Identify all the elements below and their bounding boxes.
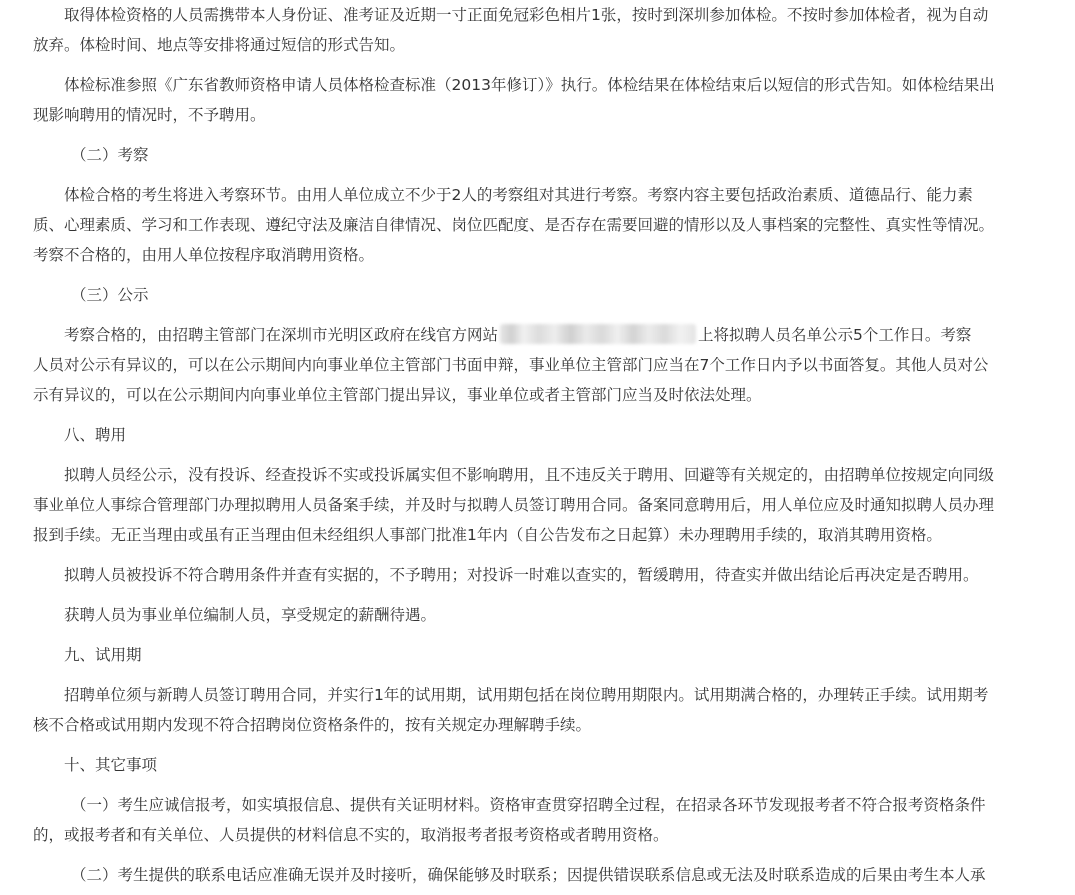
paragraph-other-integrity: （一）考生应诚信报考，如实填报信息、提供有关证明材料。资格审查贯穿招聘全过程，在招录各环节发现报考者不符合报考资格条件 的，或报考者和有关单位、人员提供的材料信息不实的，取消报考者报考资格或者聘用资格。: [33, 796, 986, 844]
publicity-text-rest: 上将拟聘人员名单公示5个工作日。考察 人员对公示有异议的，可以在公示期间内向事业单位主管部门书面申辩，事业单位主管部门应当在7个工作日内予以书面答复。其他人员对公 示有异议的，可以在公示期间内向事业单位主管部门提出异议，事业单位或者主管部门应当及时依法处理。: [33, 326, 989, 404]
publicity-text-start: 考察合格的，由招聘主管部门在深圳市光明区政府在线官方网站: [64, 326, 499, 344]
paragraph-other-contact: （二）考生提供的联系电话应准确无误并及时接听，确保能够及时联系；因提供错误联系信息或无法及时联系造成的后果由考生本人承: [71, 866, 986, 884]
heading-employment: 八、聘用: [64, 426, 127, 444]
heading-investigation: （二）考察: [71, 146, 149, 164]
redacted-website-link: [500, 324, 696, 344]
paragraph-employment-procedure: 拟聘人员经公示，没有投诉、经查投诉不实或投诉属实但不影响聘用，且不违反关于聘用、回避等有关规定的，由招聘单位按规定向同级 事业单位人事综合管理部门办理拟聘用人员备案手续，并及时与拟聘人员签订聘用合同。备案同意聘用后，用人单位应及时通知拟聘人员办理 报到手续。无正当理由或虽有正当理由但未经组织人事部门批准1年内（自公告发布之日起算）未办理聘用手续的，取消其聘用资格。: [33, 466, 995, 544]
paragraph-probation: 招聘单位须与新聘人员签订聘用合同，并实行1年的试用期，试用期包括在岗位聘用期限内。试用期满合格的，办理转正手续。试用期考 核不合格或试用期内发现不符合招聘岗位资格条件的，按有关规定办理解聘手续。: [33, 686, 989, 734]
paragraph-physical-exam-standard: 体检标准参照《广东省教师资格申请人员体格检查标准（2013年修订）》执行。体检结果在体检结束后以短信的形式告知。如体检结果出 现影响聘用的情况时，不予聘用。: [33, 76, 995, 124]
paragraph-employment-complaints: 拟聘人员被投诉不符合聘用条件并查有实据的，不予聘用；对投诉一时难以查实的，暂缓聘用，待查实并做出结论后再决定是否聘用。: [64, 566, 979, 584]
paragraph-investigation: 体检合格的考生将进入考察环节。由用人单位成立不少于2人的考察组对其进行考察。考察内容主要包括政治素质、道德品行、能力素 质、心理素质、学习和工作表现、遵纪守法及廉洁自律情况、岗位匹配度、是否存在需要回避的情形以及人事档案的完整性、真实性等情况。 考察不合格的，由用人单位按程序取消聘用资格。: [33, 186, 995, 264]
heading-other-matters: 十、其它事项: [64, 756, 158, 774]
heading-probation: 九、试用期: [64, 646, 142, 664]
paragraph-employment-benefits: 获聘人员为事业单位编制人员，享受规定的薪酬待遇。: [64, 606, 437, 624]
heading-publicity: （三）公示: [71, 286, 149, 304]
paragraph-physical-exam-attendance: 取得体检资格的人员需携带本人身份证、准考证及近期一寸正面免冠彩色相片1张，按时到深圳参加体检。不按时参加体检者，视为自动 放弃。体检时间、地点等安排将通过短信的形式告知。: [33, 6, 989, 54]
paragraph-publicity: [33, 320, 1033, 410]
